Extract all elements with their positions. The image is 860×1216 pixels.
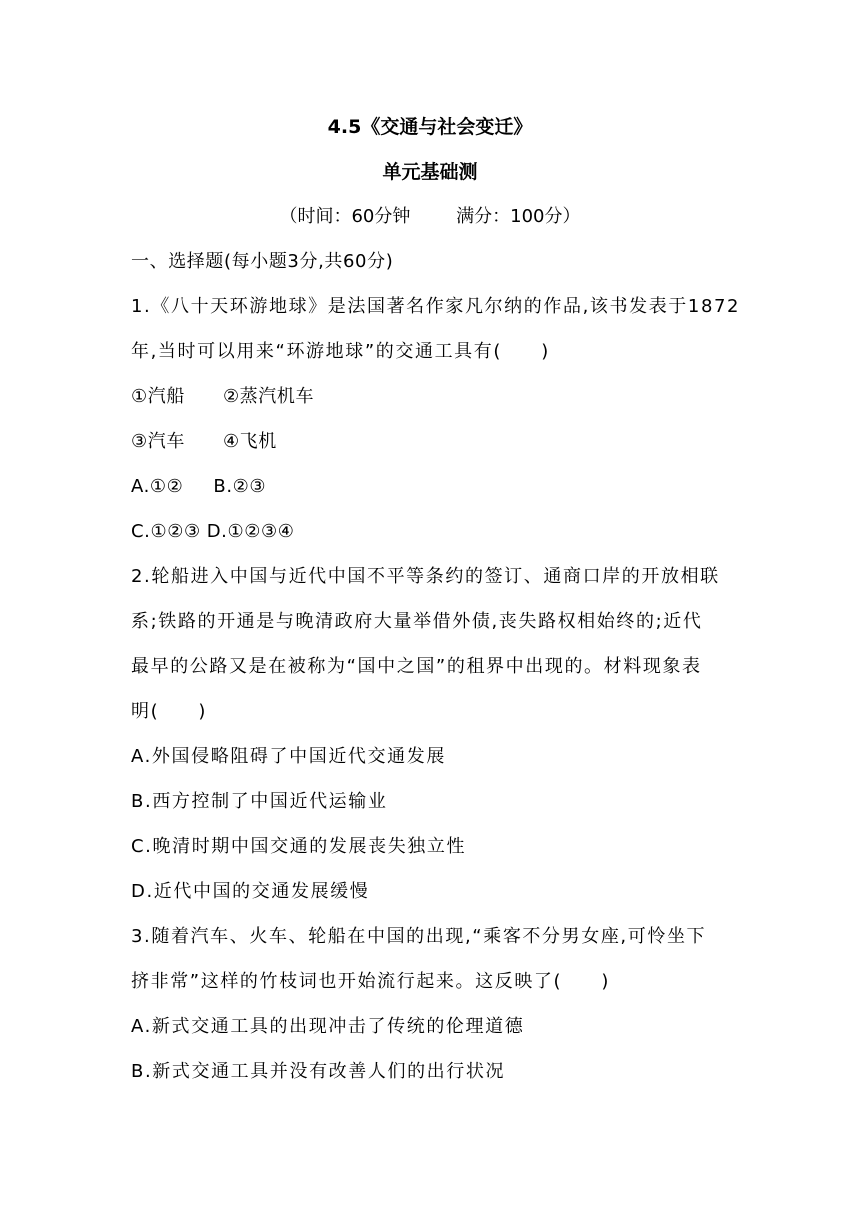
question-1-line-1: 1.《八十天环游地球》是法国著名作家凡尔纳的作品,该书发表于1872 (131, 296, 741, 317)
section-heading: 一、选择题(每小题3分,共60分) (131, 251, 394, 272)
question-1-line-2: 年,当时可以用来“环游地球”的交通工具有( ) (131, 341, 550, 362)
choice-b: B.②③ (213, 476, 267, 497)
choice-a: A.①② (131, 476, 184, 497)
question-2-line-1: 2.轮船进入中国与近代中国不平等条约的签订、通商口岸的开放相联 (131, 566, 720, 587)
option-item: ①汽船 (131, 386, 185, 407)
question-1-options-row-1 (131, 385, 314, 409)
question-3-line-2: 挤非常”这样的竹枝词也开始流行起来。这反映了( ) (131, 971, 610, 992)
document-title: 4.5《交通与社会变迁》 (327, 116, 533, 138)
choice-c: C.①②③ (131, 521, 201, 542)
question-2-choice-d: D.近代中国的交通发展缓慢 (131, 881, 370, 902)
question-2-line-2: 系;铁路的开通是与晚清政府大量举借外债,丧失路权相始终的;近代 (131, 611, 703, 632)
question-3-choice-b: B.新式交通工具并没有改善人们的出行状况 (131, 1061, 506, 1082)
question-3-line-1: 3.随着汽车、火车、轮船在中国的出现,“乘客不分男女座,可怜坐下 (131, 926, 707, 947)
exam-info: （时间：60分钟 满分：100分） (279, 206, 581, 227)
question-1-choices-row-1 (131, 475, 266, 499)
question-3-choice-a: A.新式交通工具的出现冲击了传统的伦理道德 (131, 1016, 525, 1037)
question-2-line-3: 最早的公路又是在被称为“国中之国”的租界中出现的。材料现象表 (131, 656, 702, 677)
question-2-choice-a: A.外国侵略阻碍了中国近代交通发展 (131, 746, 446, 767)
question-2-choice-b: B.西方控制了中国近代运输业 (131, 791, 388, 812)
question-1-options-row-2 (131, 430, 277, 454)
document-subtitle: 单元基础测 (382, 161, 478, 183)
question-2-line-4: 明( ) (131, 701, 208, 722)
option-item: ②蒸汽机车 (222, 386, 315, 407)
option-item: ③汽车 (131, 431, 185, 452)
option-item: ④飞机 (222, 431, 277, 452)
question-1-choices-row-2 (131, 520, 294, 544)
question-2-choice-c: C.晚清时期中国交通的发展丧失独立性 (131, 836, 467, 857)
choice-d: D.①②③④ (206, 521, 295, 542)
